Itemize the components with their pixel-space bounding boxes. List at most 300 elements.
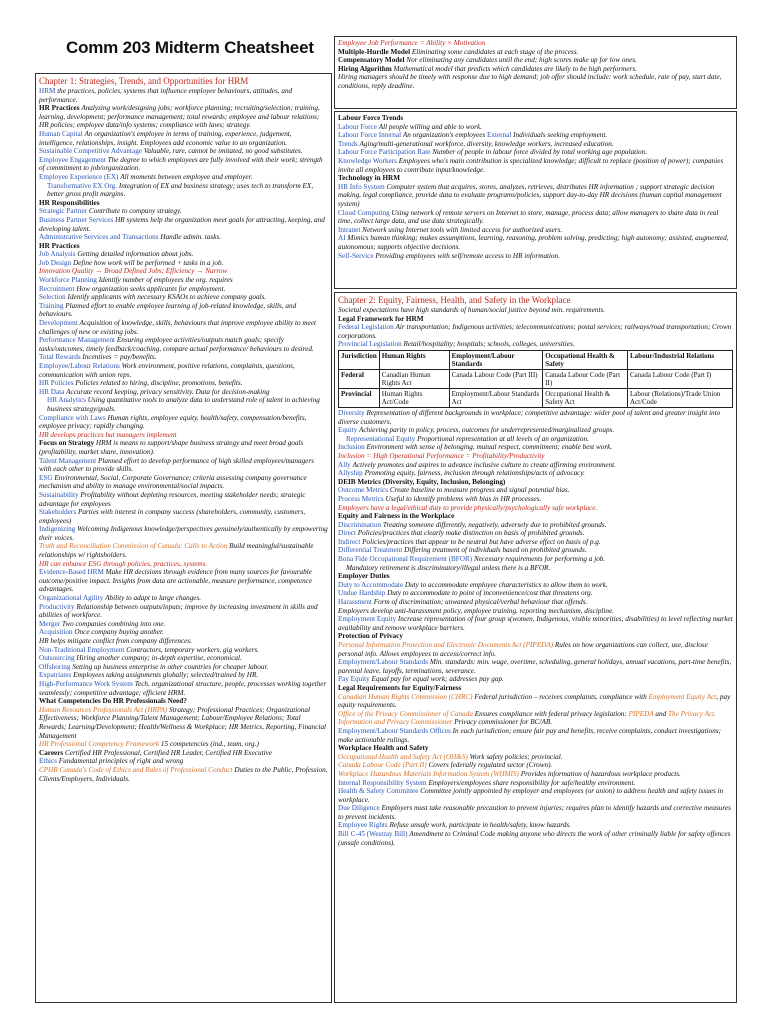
chapter-1-panel — [35, 73, 332, 1003]
table-header-cell: Labour/Industrial Relations — [628, 350, 733, 369]
term: Transformative EX Org. — [47, 181, 119, 190]
definition: Policies related to hiring, discipline, promotions, benefits. — [75, 379, 243, 388]
term: Training — [39, 301, 66, 310]
definition: Strategy; Professional Practices; Organizational Effectiveness; Workforce Planning/Talent Management; Labour/Employee Relations; Total Rewards; Learning/Development; Health/Wellness & Workplace; HR Metrics, Reporting, Financial Management — [39, 705, 327, 740]
term: Workforce Planning — [39, 276, 99, 285]
term: AI — [338, 234, 348, 243]
definition: Eliminating some candidates at each stage of the process. — [411, 47, 579, 56]
note-line — [39, 457, 328, 474]
note-line — [338, 589, 733, 598]
definition: Employees who's main contribution is specialized knowledge; difficult to replace (position of power); companies invite all employees to contribute input/knowledge. — [338, 156, 724, 174]
jurisdiction-cell: Provincial — [339, 388, 380, 407]
table-row — [339, 388, 733, 407]
table-row — [339, 369, 733, 388]
definition: Privacy commissioner for BC/AB. — [454, 718, 553, 727]
chapter-2-heading: Chapter 2: Equity, Fairness, Health, and Safety in the Workplace — [338, 295, 571, 305]
term: Stakeholders — [39, 508, 78, 517]
note-line — [338, 435, 733, 444]
note-line — [39, 207, 328, 216]
note-line — [39, 233, 328, 242]
heading: HR Practices — [39, 104, 82, 113]
term: Harassment — [338, 598, 374, 607]
note: HR develops practices but managers implement — [39, 430, 177, 439]
note-line — [39, 302, 328, 319]
definition: Make HR decisions through evidence from many sources for favourable outcome/positive impact. Insights from data are actionable, measure performance, competence advantages. — [39, 568, 313, 594]
definition: Ensures compliance with federal privacy legislation: — [474, 709, 629, 718]
term: Self-Service — [338, 251, 376, 260]
definition: Proportional representation at all levels of an organization. — [417, 434, 589, 443]
definition: Certified HR Professional, Certified HR Leader, Certified HR Executive — [65, 748, 272, 757]
term: Employee Experience (EX) — [39, 172, 121, 181]
note-line — [338, 572, 733, 581]
definition: Duty to accommodate to point of inconvenience/cost that threatens org. — [387, 589, 593, 598]
definition: Achieving parity in policy, process, outcomes for underrepresented/marginalized groups. — [358, 426, 615, 435]
definition: Mathematical model that predicts which candidates are likely to be high performers. — [393, 64, 637, 73]
note-line — [39, 491, 328, 508]
jurisdiction-table — [338, 350, 733, 408]
note-line — [338, 555, 733, 564]
definition: Duty to accommodate employee characteristics to allow them to work. — [404, 580, 608, 589]
definition: Employers must take reasonable precaution to prevent injuries; requires plan to identify hazards and corrective measures to prevent incidents. — [338, 804, 731, 821]
term: Human Capital — [39, 129, 85, 138]
note-line — [39, 173, 328, 182]
heading: Compensatory Model — [338, 56, 407, 65]
chapter-1-heading: Chapter 1: Strategies, Trends, and Opportunities for HRM — [39, 76, 249, 86]
definition: Number of people in labour force divided by total working age population. — [432, 148, 648, 157]
legislation: Canada Labour Code (Part II) — [338, 761, 429, 770]
chapter-1-content — [39, 87, 328, 783]
term: Selection — [39, 293, 68, 302]
table-header-cell: Human Rights — [379, 350, 449, 369]
definition: Create baseline to measure progress and signal potential bias. — [389, 486, 570, 495]
term: Direct — [338, 529, 358, 538]
definition: Committee jointly appointed by employer and employees (or union) to address health and safety issues in workplace. — [338, 787, 724, 804]
term: Talent Management — [39, 456, 98, 465]
definition: Policies/practices that clearly make distinction on basis of prohibited grounds. — [357, 529, 585, 538]
term: Outsourcing — [39, 654, 77, 663]
legislation: HR Professional Competency Framework — [39, 740, 161, 749]
legislation: The Privacy Act. — [668, 709, 716, 718]
note-line — [39, 250, 328, 259]
legislation: Office of the Privacy Commissioner of Canada — [338, 709, 475, 718]
definition: Federal jurisdiction – receives complaints, compliance with — [474, 692, 649, 701]
note-line — [39, 603, 328, 620]
definition: and — [655, 709, 668, 718]
note-line — [338, 183, 733, 209]
note-line — [39, 766, 328, 783]
note-line — [338, 409, 733, 426]
note-line — [338, 538, 733, 547]
note-line — [39, 388, 328, 397]
definition: Once company buying another. — [74, 628, 164, 637]
term: Evidence-Based HRM — [39, 568, 106, 577]
heading: Careers — [39, 748, 66, 757]
note-line — [39, 628, 328, 637]
note-line — [338, 607, 733, 616]
definition: Getting detailed information about jobs. — [77, 250, 194, 259]
note-line — [338, 123, 733, 132]
note-line — [338, 684, 733, 693]
definition: Two companies combining into one. — [61, 619, 166, 628]
note: Innovation Quality → Broad Defined Jobs; Efficiency → Narrow — [39, 267, 228, 276]
definition: Build meaningful/sustainable relationships w/ rightsholders. — [39, 542, 314, 560]
note-line — [338, 495, 733, 504]
definition: Rules on how organizations can collect, use, disclose personal info. Allows employees to access/correct info. — [338, 641, 708, 658]
definition: Aging/multi-generational workforce, diversity, knowledge workers, increased education. — [359, 139, 614, 148]
definition: Equal pay for equal work; addresses pay gap. — [371, 675, 504, 684]
definition: HR helps mitigate conflict from company differences. — [39, 637, 192, 645]
term: Employment/Labour Standards Offices — [338, 726, 453, 735]
term: Sustainable Competitive Advantage — [39, 147, 144, 156]
note-line — [338, 73, 733, 90]
table-cell: Labour (Relations)/Trade Union Act/Code — [628, 388, 733, 407]
definition: In each jurisdiction; ensure fair pay and benefits, receive complaints, conduct investigations; make actionable rulings. — [338, 726, 721, 744]
term: Acquisition — [39, 628, 75, 637]
term: HR Data — [39, 387, 67, 396]
heading: Hiring Algorithm — [338, 64, 394, 73]
chapter-2-panel — [334, 292, 737, 1003]
note-line — [338, 581, 733, 590]
note-line — [39, 680, 328, 697]
definition: Profitability without depleting resources, meeting stakeholder needs; strategic advantage for employees — [39, 490, 306, 508]
term: Outcome Metrics — [338, 486, 390, 495]
note-line — [338, 39, 733, 48]
note-line — [338, 114, 733, 123]
note-line — [39, 439, 328, 456]
note-line — [338, 157, 733, 174]
heading: Employer Duties — [338, 572, 390, 581]
term: Ethics — [39, 757, 59, 766]
definition: An organization's employees — [402, 131, 487, 140]
table-cell: Employment/Labour Standards Act — [449, 388, 543, 407]
definition: Policies/practices that appear to be neutral but have adverse effect on basis of p.g. — [362, 537, 601, 546]
note-line — [39, 706, 328, 740]
legislation: Occupational Health and Safety Act (OH&S) — [338, 752, 470, 761]
term: ESG — [39, 473, 55, 482]
definition: HR systems help the organization meet goals for attracting, keeping, and developing talent. — [39, 215, 325, 233]
definition: Actively promotes and aspires to advance inclusive culture to create affirming environment. — [352, 460, 616, 469]
note-line — [338, 830, 733, 847]
term: Expatriates — [39, 671, 74, 680]
note-line — [39, 199, 328, 208]
note-line — [39, 396, 328, 413]
note-line — [39, 362, 328, 379]
note-line — [338, 174, 733, 183]
term: Indirect — [338, 537, 363, 546]
term: Due Diligence — [338, 804, 382, 813]
definition: Ensuring employee activities/outputs match goals; specify tasks/outcomes, timely feedback/coaching, compare actual performance/ behaviours to desired. — [39, 336, 314, 353]
table-body — [339, 369, 733, 407]
definition: Provides information of hazardous workplace products. — [520, 769, 681, 778]
definition: Tech, organizational structure, people, processes working together seamlessly; competitive advantage; efficient HRM. — [39, 679, 327, 697]
term: Process Metrics — [338, 494, 386, 503]
note-line — [39, 560, 328, 569]
definition: Using network of remote servers on Internet to store, manage, process data; allow managers to share data in real time, collect large data, and use data strategically. — [338, 208, 719, 226]
definition: Contractors, temporary workers, gig workers. — [126, 645, 259, 654]
definition: Parties with interest in company success (shareholders, community, customers, employees) — [39, 508, 306, 525]
definition: Contribute to company strategy. — [88, 207, 182, 216]
term: Business Partner Services — [39, 215, 116, 224]
definition: Acquisition of knowledge, skills, behaviours that improve employee ability to meet challenges of new or existing jobs. — [39, 319, 317, 336]
heading: Legal Framework for HRM — [338, 314, 424, 323]
definition: Human rights, employee equity, health/safety, compensation/benefits, employee privacy; rapidly changing. — [39, 413, 307, 431]
note-line — [338, 821, 733, 830]
definition: Relationship between outputs/inputs; improve by increasing investment in skills and abilities of workforce. — [39, 602, 318, 620]
table-cell: Human Rights Act/Code — [379, 388, 449, 407]
note-line — [39, 293, 328, 302]
table-cell: Occupational Health & Safety Act — [543, 388, 628, 407]
note-line — [338, 787, 733, 804]
definition: Environment with sense of belonging, mutual respect, commitment; enable best work. — [366, 443, 613, 452]
term: Job Analysis — [39, 250, 78, 259]
term: Pay Equity — [338, 675, 372, 684]
note-line — [39, 267, 328, 276]
term: Labour Force — [338, 122, 379, 131]
definition: Setting up business enterprise in other countries for cheaper labour. — [72, 662, 269, 671]
note-line — [338, 727, 733, 744]
definition: Identify number of employees the org. requires — [98, 276, 233, 285]
table-cell: Canada Labour Code (Part II) — [543, 369, 628, 388]
definition: Nor eliminating any candidates until the end; high scores make up for low ones. — [406, 56, 637, 65]
note: Employers have a legal/ethical duty to provide physically/psychologically safe workplace. — [338, 503, 598, 512]
definition: Employers develop anti-harassment policy, employee training, reporting mechanism, discipline. — [338, 606, 615, 615]
definition: Accurate record keeping, privacy sensitivity. Data for decision-making — [66, 387, 270, 396]
definition: HRM is means to support/shape business strategy and meet broad goals (profitability, market share, innovation). — [39, 439, 304, 456]
term: Federal Legislation — [338, 323, 396, 332]
note-line — [39, 104, 328, 130]
labour-tech-panel — [334, 111, 737, 289]
term: Equity — [338, 426, 359, 435]
note-line — [338, 641, 733, 658]
definition: Amendment to Criminal Code making anyone who directs the work of other criminally liable for safety offences (unsafe conditions). — [338, 830, 731, 847]
note-line — [338, 148, 733, 157]
table-header-row — [339, 350, 733, 369]
definition: Retail/hospitality; hospitals; schools, colleges, universities. — [403, 340, 575, 349]
note-line — [39, 414, 328, 431]
term: Cloud Computing — [338, 208, 392, 217]
note-line — [39, 663, 328, 672]
table-cell: Canada Labour Code (Part I) — [628, 369, 733, 388]
jurisdiction-cell: Federal — [339, 369, 380, 388]
term: Employment Equity — [338, 615, 398, 624]
note-line — [338, 521, 733, 530]
legislation: Canadian Human Rights Commission (CHRC) — [338, 692, 475, 701]
note-line — [338, 461, 733, 470]
note-line — [39, 353, 328, 362]
note-line — [338, 512, 733, 521]
table-cell: Canadian Human Rights Act — [379, 369, 449, 388]
definition: Hiring another company; in-depth expertise, economical. — [76, 654, 242, 663]
note-line — [39, 749, 328, 758]
definition: An organization's employee in terms of training, experience, judgement, intelligence, relationships, insight. Employees add economic value to an organization. — [39, 129, 292, 147]
term: Merger — [39, 619, 62, 628]
legislation: PIPEDA — [628, 709, 656, 718]
note-line — [39, 319, 328, 336]
note-line — [338, 658, 733, 675]
note-line — [39, 697, 328, 706]
note-line — [338, 469, 733, 478]
definition: Mandatory retirement is discriminatory/illegal unless there is a BFOR. — [346, 563, 551, 572]
definition: The degree to which employees are fully involved with their work; strength of commitment to job/organization. — [39, 155, 323, 173]
definition: 15 competencies (ind., team, org.) — [160, 740, 259, 749]
definition: Work safety policies; provincial. — [469, 752, 563, 761]
table-cell: Canada Labour Code (Part III) — [449, 369, 543, 388]
note-line — [338, 131, 733, 140]
note-line — [338, 779, 733, 788]
heading: Technology in HRM — [338, 174, 401, 183]
note-line — [39, 285, 328, 294]
term: Trends — [338, 139, 360, 148]
note-line — [39, 654, 328, 663]
heading: HR Practices — [39, 241, 80, 250]
term: High-Performance Work System — [39, 679, 135, 688]
note-line — [338, 546, 733, 555]
legal-framework-content — [338, 315, 733, 349]
note-line — [338, 426, 733, 435]
definition: How organization seeks applicants for employment. — [76, 284, 226, 293]
definition: Refuse unsafe work, participate in health/safety, know hazards. — [389, 821, 571, 830]
legislation: CPHR Canada's Code of Ethics and Rules of Professional Conduct — [39, 765, 235, 774]
definition: Employers/employees share responsibility for safe/healthy environment. — [428, 778, 636, 787]
note-line — [39, 542, 328, 559]
table-header-cell: Jurisdiction — [339, 350, 380, 369]
note-line — [338, 615, 733, 632]
term: Ally — [338, 460, 353, 469]
chapter-2-intro: Societal expectations have high standards of human/social justice beyond min. requirements. — [338, 306, 606, 314]
note-line — [338, 443, 733, 452]
term: Intranet — [338, 225, 363, 234]
note-line — [39, 259, 328, 268]
term: Diversity — [338, 408, 367, 417]
definition: Employees taking assignments globally; selected/trained by HR. — [73, 671, 259, 680]
note-line — [39, 740, 328, 749]
definition: Individuals seeking employment. — [513, 131, 608, 140]
note: HR can enhance ESG through policies, practices, systems. — [39, 559, 208, 568]
definition: Covers federally regulated sector (Crown). — [428, 761, 553, 770]
note-line — [338, 209, 733, 226]
legislation: Human Resources Professionals Act (HRPA) — [39, 705, 169, 714]
note-line — [39, 336, 328, 353]
term: External — [487, 131, 514, 140]
note-line — [39, 568, 328, 594]
note-line — [338, 564, 733, 573]
term: Knowledge Workers — [338, 156, 399, 165]
definition: Incentives = pay/benefits. — [82, 353, 157, 362]
table-header-cell: Employment/Labour Standards — [449, 350, 543, 369]
note-line — [338, 632, 733, 641]
term: Development — [39, 319, 80, 328]
note-line — [39, 620, 328, 629]
note-line — [338, 753, 733, 762]
note-line — [338, 693, 733, 710]
heading: HR Responsibilities — [39, 198, 100, 207]
note-line — [338, 315, 733, 324]
term: Organizational Agility — [39, 594, 106, 603]
heading: What Competencies Do HR Professionals Need? — [39, 697, 187, 706]
definition: Integration of EX and business strategy; uses tech to transform EX, better gross profit margins. — [47, 181, 314, 199]
definition: Providing employees with self/remote access to HR information. — [375, 251, 561, 260]
term: Undue Hardship — [338, 589, 388, 598]
term: HR Info System — [338, 182, 387, 191]
legislation: Workplace Hazardous Materials Information System (WHMIS) — [338, 769, 521, 778]
definition: Work environment, positive relations, complaints, questions, communication with union reps. — [39, 362, 295, 379]
note-line — [39, 182, 328, 199]
term: Provincial Legislation — [338, 340, 404, 349]
definition: Identify applicants with necessary KSAOs to achieve company goals. — [67, 293, 267, 302]
note-line — [338, 226, 733, 235]
labour-tech-content — [338, 114, 733, 260]
note-line — [39, 594, 328, 603]
definition: Computer system that acquires, stores, analyzes, retrieves, distributes HR information ; support strategic decision making, legal compliance, provide data to evaluate programs/policies, support day-to-day HR decisions (human capital management system) — [338, 182, 722, 208]
heading: Equity and Fairness in the Workplace — [338, 512, 455, 521]
definition: Planned effort to develop performance of high skilled employees/managers with each other to provide skills. — [39, 456, 314, 474]
term: Representational Equity — [346, 434, 418, 443]
definition: All people willing and able to work. — [378, 122, 482, 131]
note-line — [338, 48, 733, 57]
term: Non-Traditional Employment — [39, 645, 127, 654]
note-line — [338, 323, 733, 340]
term: Discrimination — [338, 520, 383, 529]
note-line — [39, 671, 328, 680]
term: Employee/Labour Relations — [39, 362, 122, 370]
note-line — [338, 770, 733, 779]
note-line — [338, 486, 733, 495]
term: Inclusion — [338, 443, 367, 452]
note: Employee Job Performance = Ability × Motivation — [338, 39, 486, 47]
definition: Environmental, Social, Corporate Governance; criteria assessing company governance mechanism and ability to manage environmental/social impacts. — [39, 473, 307, 491]
definition: Treating someone differently, negatively, adversely due to prohibited grounds. — [382, 520, 607, 529]
note-line — [338, 744, 733, 753]
definition: Representation of different backgrounds in workplace; competitive advantage: wider pool of talent and greater insight into diverse customers. — [338, 408, 721, 426]
note-line — [338, 478, 733, 487]
term: Compliance with Laws — [39, 413, 108, 422]
note-line — [39, 216, 328, 233]
definition: Min. standards: min. wage, overtime, scheduling, general holidays, annual vacations, part-time benefits, parental leave, layoffs, terminations, severance. — [338, 658, 732, 675]
note-line — [39, 147, 328, 156]
definition: Ability to adapt to large changes. — [105, 594, 202, 603]
note-line — [39, 474, 328, 491]
note-line — [338, 504, 733, 513]
heading: Protection of Privacy — [338, 632, 403, 641]
definition: Duties to the Public, Profession, Clients/Employers, Individuals. — [39, 765, 328, 783]
note-line — [39, 431, 328, 440]
term: Labour Force Participation Rate — [338, 148, 433, 157]
term: HRM — [39, 87, 58, 95]
definition: Handle admin. tasks. — [160, 233, 222, 242]
equity-safety-content — [338, 409, 733, 847]
definition: , pay equity requirements. — [338, 692, 731, 710]
note-line — [338, 529, 733, 538]
note-line — [338, 804, 733, 821]
term: HR Policies — [39, 379, 76, 388]
legislation: Information and Privacy Commissioner — [338, 718, 455, 727]
definition: Define how work will be performed + tasks in a job. — [72, 258, 224, 267]
heading: Focus on Strategy — [39, 439, 96, 448]
definition: Planned effort to enable employee learning of job-related knowledge, skills, and behaviours. — [39, 301, 297, 319]
note-line — [338, 340, 733, 349]
definition: Using quantitative tools to analyze data to understand role of talent in achieving business strategy/goals. — [47, 396, 320, 413]
definition: Necessary requirements for performing a job. — [473, 555, 606, 564]
term: Allyship — [338, 469, 365, 478]
legislation: Personal Information Protection and Electronic Documents Act (PIPEDA) — [338, 641, 555, 649]
definition: Hiring managers should be timely with response due to high demand; job offer should include: work schedule, rate of pay, start date, conditions, reply deadline. — [338, 73, 722, 90]
term: Differential Treatment — [338, 546, 405, 555]
note-line — [338, 56, 733, 65]
note-line — [39, 130, 328, 147]
note-line — [338, 65, 733, 74]
term: Bill C-45 (Westray Bill) — [338, 830, 410, 839]
selection-panel — [334, 36, 737, 109]
